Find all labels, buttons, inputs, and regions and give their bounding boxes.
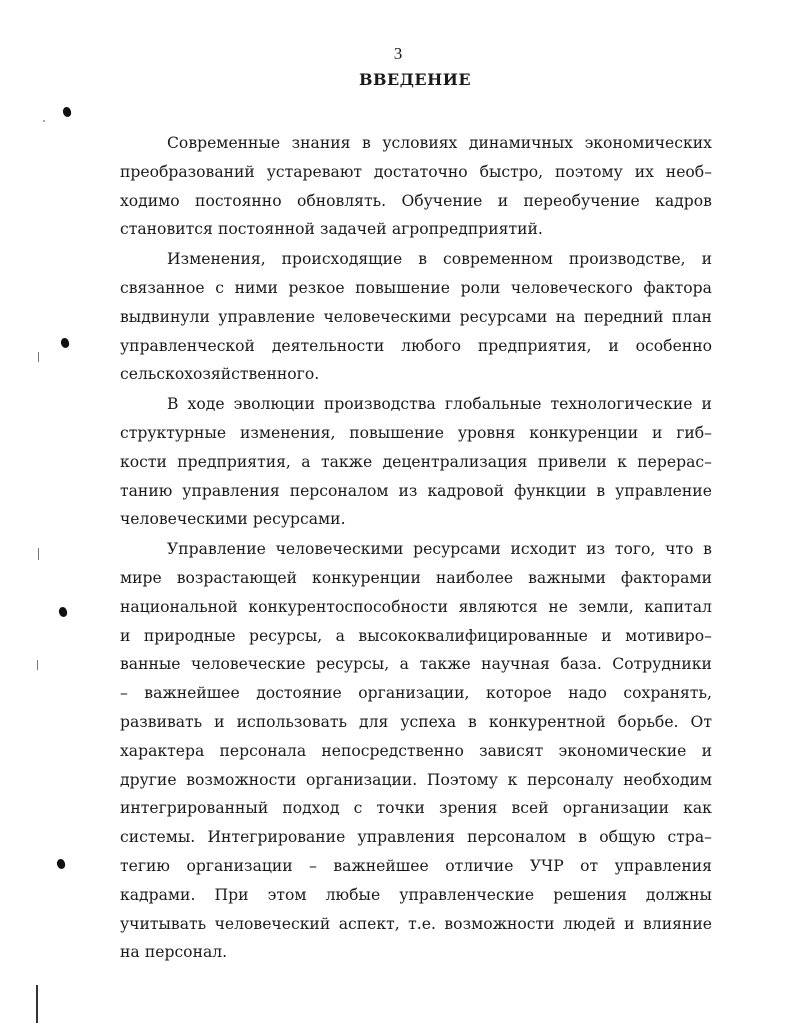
text-line: кадрами. При этом любые управленческие решения должны <box>120 885 712 904</box>
text-line: человеческими ресурсами. <box>120 510 346 529</box>
paragraph <box>120 129 712 244</box>
text-line: кости предприятия, а также децентрализация привели к перерас– <box>120 452 712 471</box>
text-line: Изменения, происходящие в современном производстве, и <box>167 250 712 269</box>
text-line: на персонал. <box>120 943 228 962</box>
margin-scan-tick <box>38 352 39 362</box>
text-line: Управление человеческими ресурсами исходит из того, что в <box>167 540 712 559</box>
text-line: характера персонала непосредственно зависят экономические и <box>120 741 712 760</box>
margin-bullet-mark <box>62 106 72 117</box>
text-line: связанное с ними резкое повышение роли человеческого фактора <box>120 278 712 297</box>
text-line: танию управления персоналом из кадровой функции в управление <box>120 481 712 500</box>
paragraph <box>120 535 712 967</box>
text-line: преобразований устаревают достаточно быстро, поэтому их необ– <box>120 162 712 181</box>
margin-bullet-mark <box>60 337 70 348</box>
paragraph <box>120 390 712 534</box>
text-line: – важнейшее достояние организации, которое надо сохранять, <box>120 684 712 703</box>
text-line: выдвинули управление человеческими ресурсами на передний план <box>120 307 712 326</box>
margin-bullet-mark <box>58 606 68 617</box>
text-line: национальной конкурентоспособности являются не земли, капитал <box>120 597 712 616</box>
margin-scan-tick <box>37 660 38 670</box>
text-line: мире возрастающей конкуренции наиболее важными факторами <box>120 568 712 587</box>
margin-scan-tick <box>36 985 38 1023</box>
page-number: 3 <box>393 44 403 63</box>
text-line: управленческой деятельности любого предприятия, и особенно <box>120 336 712 355</box>
text-line: системы. Интегрирование управления персоналом в общую стра– <box>120 828 712 847</box>
margin-scan-spot <box>43 120 45 122</box>
text-line: ванные человеческие ресурсы, а также научная база. Сотрудники <box>120 655 712 674</box>
text-line: другие возможности организации. Поэтому к персоналу необходим <box>120 770 712 789</box>
text-line: структурные изменения, повышение уровня конкуренции и гиб– <box>120 423 712 442</box>
text-line: развивать и использовать для успеха в конкурентной борьбе. От <box>120 712 712 731</box>
text-line: сельскохозяйственного. <box>120 365 320 384</box>
text-line: В ходе эволюции производства глобальные технологические и <box>167 395 712 414</box>
paragraph <box>120 245 712 389</box>
text-line: становится постоянной задачей агропредприятий. <box>120 220 543 239</box>
text-line: и природные ресурсы, а высококвалифицированные и мотивиро– <box>120 626 712 645</box>
text-line: Современные знания в условиях динамичных экономических <box>167 134 712 152</box>
text-line: интегрированный подход с точки зрения всей организации как <box>120 799 712 818</box>
text-line: тегию организации – важнейшее отличие УЧР от управления <box>120 856 712 875</box>
text-line: ходимо постоянно обновлять. Обучение и переобучение кадров <box>120 191 712 210</box>
text-line: учитывать человеческий аспект, т.е. возможности людей и влияние <box>120 914 712 933</box>
body-text <box>120 129 712 968</box>
margin-bullet-mark <box>56 858 66 869</box>
margin-scan-tick <box>38 548 39 560</box>
section-heading: ВВЕДЕНИЕ <box>358 70 472 89</box>
